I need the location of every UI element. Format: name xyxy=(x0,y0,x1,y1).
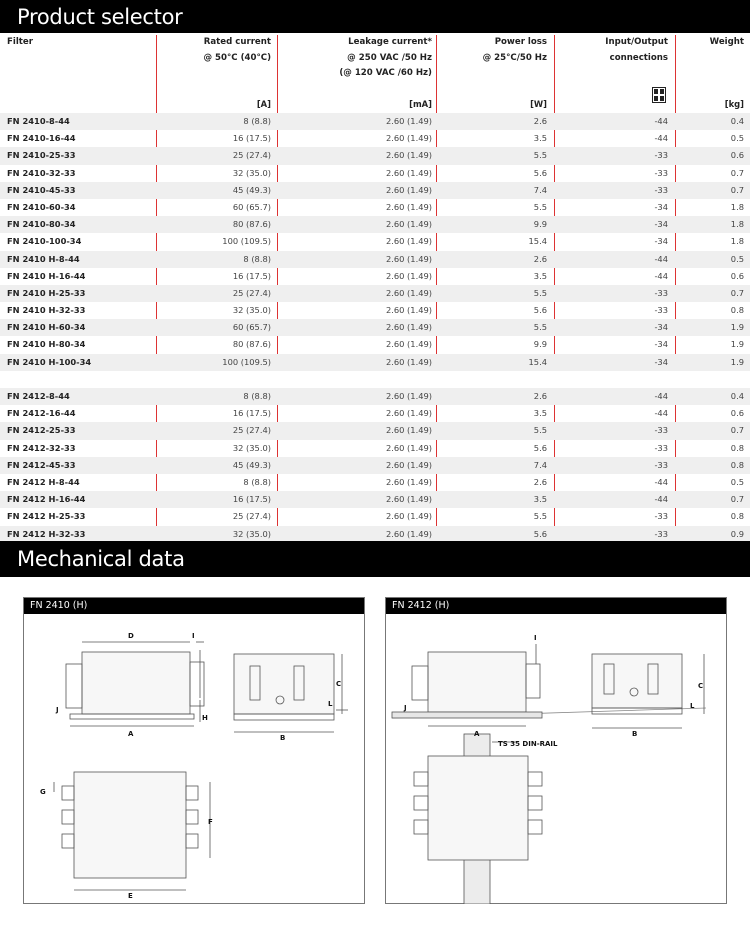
cell-weight: 0.8 xyxy=(730,305,744,316)
cell-io: -33 xyxy=(654,528,668,539)
cell-filter: FN 2410-16-44 xyxy=(7,133,76,144)
cell-filter: FN 2410-80-34 xyxy=(7,219,76,230)
header-filter: Filter xyxy=(7,37,33,47)
fn2410-drawing xyxy=(24,614,364,904)
cell-rated-current: 25 (27.4) xyxy=(232,425,271,436)
cell-io: -33 xyxy=(654,150,668,161)
cell-weight: 0.5 xyxy=(730,133,744,144)
cell-leakage: 2.60 (1.49) xyxy=(385,150,432,161)
cell-io: -33 xyxy=(654,167,668,178)
cell-rated-current: 16 (17.5) xyxy=(232,408,271,419)
cell-io: -33 xyxy=(654,184,668,195)
header-io-line1: Input/Output xyxy=(605,37,668,47)
cell-weight: 1.8 xyxy=(730,236,744,247)
cell-power-loss: 2.6 xyxy=(533,253,547,264)
cell-leakage: 2.60 (1.49) xyxy=(385,511,432,522)
cell-leakage: 2.60 (1.49) xyxy=(385,270,432,281)
table-body xyxy=(0,113,750,543)
cell-power-loss: 3.5 xyxy=(533,270,547,281)
cell-rated-current: 8 (8.8) xyxy=(243,116,271,126)
unit-power-loss: [W] xyxy=(530,99,547,109)
cell-filter: FN 2410-45-33 xyxy=(7,184,76,195)
cell-weight: 0.5 xyxy=(730,253,744,264)
cell-weight: 1.9 xyxy=(730,322,744,333)
cell-power-loss: 5.5 xyxy=(533,322,547,333)
cell-filter: FN 2410 H-25-33 xyxy=(7,287,86,298)
cell-weight: 0.4 xyxy=(730,116,744,126)
header-weight: Weight xyxy=(709,37,744,47)
cell-filter: FN 2412 H-25-33 xyxy=(7,511,86,522)
dim-label-j: J xyxy=(56,706,59,714)
cell-weight: 1.9 xyxy=(730,356,744,367)
cell-power-loss: 5.6 xyxy=(533,305,547,316)
table-row xyxy=(0,216,750,233)
unit-rated-current: [A] xyxy=(256,99,271,109)
cell-io: -44 xyxy=(654,391,668,401)
header-power-loss-line2: @ 25°C/50 Hz xyxy=(482,52,547,63)
cell-weight: 0.7 xyxy=(730,425,744,436)
dim-label-h: H xyxy=(202,714,208,722)
cell-leakage: 2.60 (1.49) xyxy=(385,476,432,487)
dim-label-g: G xyxy=(40,788,46,796)
dim-label-c: C xyxy=(698,682,704,690)
cell-leakage: 2.60 (1.49) xyxy=(385,339,432,350)
fn2412-drawing xyxy=(386,614,726,904)
product-selector-heading: Product selector xyxy=(0,0,750,33)
cell-power-loss: 3.5 xyxy=(533,408,547,419)
cell-rated-current: 80 (87.6) xyxy=(232,219,271,230)
header-rated-current-line1: Rated current xyxy=(203,37,271,47)
cell-rated-current: 80 (87.6) xyxy=(232,339,271,350)
cell-rated-current: 16 (17.5) xyxy=(232,494,271,505)
header-rated-current xyxy=(203,35,271,66)
cell-power-loss: 15.4 xyxy=(528,236,547,247)
cell-io: -34 xyxy=(654,339,668,350)
cell-rated-current: 8 (8.8) xyxy=(243,391,271,401)
cell-weight: 1.9 xyxy=(730,339,744,350)
cell-io: -44 xyxy=(654,253,668,264)
cell-filter: FN 2410 H-8-44 xyxy=(7,253,80,264)
cell-filter: FN 2410 H-16-44 xyxy=(7,270,86,281)
cell-rated-current: 32 (35.0) xyxy=(232,442,271,453)
cell-power-loss: 2.6 xyxy=(533,391,547,401)
cell-power-loss: 9.9 xyxy=(533,339,547,350)
table-row xyxy=(0,508,750,525)
cell-io: -44 xyxy=(654,133,668,144)
cell-power-loss: 5.5 xyxy=(533,201,547,212)
cell-leakage: 2.60 (1.49) xyxy=(385,356,432,367)
table-row xyxy=(0,491,750,508)
table-row xyxy=(0,113,750,130)
cell-io: -34 xyxy=(654,201,668,212)
panel-title: FN 2410 (H) xyxy=(24,598,364,614)
cell-power-loss: 5.5 xyxy=(533,150,547,161)
cell-leakage: 2.60 (1.49) xyxy=(385,133,432,144)
cell-io: -34 xyxy=(654,236,668,247)
cell-weight: 0.8 xyxy=(730,511,744,522)
cell-rated-current: 8 (8.8) xyxy=(243,476,271,487)
dim-label-c: C xyxy=(336,680,342,688)
cell-rated-current: 60 (65.7) xyxy=(232,322,271,333)
cell-rated-current: 25 (27.4) xyxy=(232,287,271,298)
header-power-loss-line1: Power loss xyxy=(494,37,547,47)
cell-weight: 0.7 xyxy=(730,184,744,195)
cell-io: -34 xyxy=(654,356,668,367)
cell-rated-current: 25 (27.4) xyxy=(232,511,271,522)
cell-weight: 1.8 xyxy=(730,201,744,212)
group-spacer xyxy=(0,371,750,388)
cell-io: -34 xyxy=(654,322,668,333)
cell-weight: 0.8 xyxy=(730,459,744,470)
cell-filter: FN 2412 H-8-44 xyxy=(7,476,80,487)
cell-io: -44 xyxy=(654,494,668,505)
cell-io: -33 xyxy=(654,305,668,316)
cell-filter: FN 2410 H-32-33 xyxy=(7,305,86,316)
cell-weight: 0.6 xyxy=(730,408,744,419)
cell-leakage: 2.60 (1.49) xyxy=(385,322,432,333)
cell-leakage: 2.60 (1.49) xyxy=(385,391,432,401)
cell-filter: FN 2410-60-34 xyxy=(7,201,76,212)
cell-leakage: 2.60 (1.49) xyxy=(385,459,432,470)
header-power-loss xyxy=(483,35,547,66)
cell-leakage: 2.60 (1.49) xyxy=(385,425,432,436)
cell-io: -33 xyxy=(654,511,668,522)
cell-leakage: 2.60 (1.49) xyxy=(385,219,432,230)
dim-label-a: A xyxy=(474,730,480,738)
table-row xyxy=(0,388,750,405)
cell-filter: FN 2410-32-33 xyxy=(7,167,76,178)
cell-power-loss: 5.5 xyxy=(533,425,547,436)
cell-weight: 0.4 xyxy=(730,391,744,401)
cell-filter: FN 2410 H-80-34 xyxy=(7,339,86,350)
cell-power-loss: 5.6 xyxy=(533,442,547,453)
cell-power-loss: 9.9 xyxy=(533,219,547,230)
cell-weight: 0.8 xyxy=(730,442,744,453)
cell-io: -33 xyxy=(654,425,668,436)
table-row xyxy=(0,233,750,250)
cell-weight: 0.5 xyxy=(730,476,744,487)
cell-weight: 0.7 xyxy=(730,494,744,505)
cell-io: -34 xyxy=(654,219,668,230)
cell-weight: 0.7 xyxy=(730,287,744,298)
dim-label-l: L xyxy=(328,700,333,708)
table-row xyxy=(0,165,750,182)
cell-leakage: 2.60 (1.49) xyxy=(385,253,432,264)
cell-power-loss: 2.6 xyxy=(533,476,547,487)
cell-leakage: 2.60 (1.49) xyxy=(385,116,432,126)
cell-rated-current: 25 (27.4) xyxy=(232,150,271,161)
cell-io: -44 xyxy=(654,116,668,126)
cell-leakage: 2.60 (1.49) xyxy=(385,528,432,539)
cell-filter: FN 2410 H-100-34 xyxy=(7,356,92,367)
cell-rated-current: 32 (35.0) xyxy=(232,305,271,316)
cell-power-loss: 3.5 xyxy=(533,494,547,505)
header-rated-current-line2: @ 50°C (40°C) xyxy=(203,52,271,63)
cell-io: -44 xyxy=(654,270,668,281)
panel-title: FN 2412 (H) xyxy=(386,598,726,614)
cell-rated-current: 16 (17.5) xyxy=(232,270,271,281)
terminal-block-icon xyxy=(652,87,666,103)
header-io-line2: connections xyxy=(609,52,668,63)
cell-leakage: 2.60 (1.49) xyxy=(385,408,432,419)
header-leakage-current xyxy=(339,35,432,82)
header-leakage-line2: @ 250 VAC /50 Hz xyxy=(347,52,432,63)
table-row xyxy=(0,182,750,199)
dim-label-j: J xyxy=(404,704,407,712)
cell-leakage: 2.60 (1.49) xyxy=(385,305,432,316)
cell-power-loss: 7.4 xyxy=(533,459,547,470)
cell-power-loss: 5.5 xyxy=(533,511,547,522)
cell-rated-current: 16 (17.5) xyxy=(232,133,271,144)
cell-weight: 0.7 xyxy=(730,167,744,178)
table-row xyxy=(0,199,750,216)
dim-label-f: F xyxy=(208,818,213,826)
cell-power-loss: 5.6 xyxy=(533,167,547,178)
table-row xyxy=(0,336,750,353)
table-row xyxy=(0,354,750,371)
cell-weight: 0.6 xyxy=(730,270,744,281)
dim-label-a: A xyxy=(128,730,134,738)
cell-rated-current: 45 (49.3) xyxy=(232,184,271,195)
cell-rated-current: 100 (109.5) xyxy=(222,236,271,247)
cell-io: -33 xyxy=(654,442,668,453)
cell-power-loss: 3.5 xyxy=(533,133,547,144)
table-row xyxy=(0,147,750,164)
dim-label-i: I xyxy=(534,634,537,642)
cell-weight: 0.9 xyxy=(730,528,744,539)
table-row xyxy=(0,285,750,302)
unit-leakage: [mA] xyxy=(409,99,432,109)
dim-label-i: I xyxy=(192,632,195,640)
cell-filter: FN 2412-8-44 xyxy=(7,391,70,401)
cell-filter: FN 2410 H-60-34 xyxy=(7,322,86,333)
dim-label-b: B xyxy=(280,734,286,742)
cell-power-loss: 5.5 xyxy=(533,287,547,298)
dim-label-b: B xyxy=(632,730,638,738)
table-row xyxy=(0,405,750,422)
cell-filter: FN 2412-25-33 xyxy=(7,425,76,436)
cell-leakage: 2.60 (1.49) xyxy=(385,442,432,453)
header-io-connections xyxy=(605,35,668,66)
din-rail-label: TS 35 DIN-RAIL xyxy=(498,740,558,748)
cell-weight: 1.8 xyxy=(730,219,744,230)
table-row xyxy=(0,474,750,491)
cell-io: -44 xyxy=(654,476,668,487)
cell-power-loss: 7.4 xyxy=(533,184,547,195)
dim-label-d: D xyxy=(128,632,134,640)
cell-rated-current: 8 (8.8) xyxy=(243,253,271,264)
table-row xyxy=(0,268,750,285)
cell-filter: FN 2412-32-33 xyxy=(7,442,76,453)
cell-rated-current: 60 (65.7) xyxy=(232,201,271,212)
cell-leakage: 2.60 (1.49) xyxy=(385,494,432,505)
cell-filter: FN 2412 H-32-33 xyxy=(7,528,86,539)
cell-weight: 0.6 xyxy=(730,150,744,161)
table-row xyxy=(0,251,750,268)
cell-io: -33 xyxy=(654,287,668,298)
cell-leakage: 2.60 (1.49) xyxy=(385,184,432,195)
cell-leakage: 2.60 (1.49) xyxy=(385,167,432,178)
header-leakage-line1: Leakage current* xyxy=(348,37,432,47)
drawing-panel-fn2410 xyxy=(23,597,365,904)
cell-leakage: 2.60 (1.49) xyxy=(385,236,432,247)
cell-filter: FN 2412-16-44 xyxy=(7,408,76,419)
cell-io: -44 xyxy=(654,408,668,419)
table-row xyxy=(0,457,750,474)
cell-power-loss: 2.6 xyxy=(533,116,547,126)
cell-rated-current: 32 (35.0) xyxy=(232,528,271,539)
cell-filter: FN 2410-8-44 xyxy=(7,116,70,126)
cell-leakage: 2.60 (1.49) xyxy=(385,287,432,298)
cell-rated-current: 32 (35.0) xyxy=(232,167,271,178)
unit-weight: [kg] xyxy=(724,99,744,109)
table-row xyxy=(0,302,750,319)
table-row xyxy=(0,130,750,147)
cell-filter: FN 2412 H-16-44 xyxy=(7,494,86,505)
cell-io: -33 xyxy=(654,459,668,470)
cell-leakage: 2.60 (1.49) xyxy=(385,201,432,212)
cell-power-loss: 5.6 xyxy=(533,528,547,539)
cell-filter: FN 2412-45-33 xyxy=(7,459,76,470)
cell-power-loss: 15.4 xyxy=(528,356,547,367)
cell-filter: FN 2410-100-34 xyxy=(7,236,82,247)
cell-rated-current: 100 (109.5) xyxy=(222,356,271,367)
table-row xyxy=(0,440,750,457)
table-row xyxy=(0,319,750,336)
table-row xyxy=(0,422,750,439)
dim-label-e: E xyxy=(128,892,133,900)
drawing-panel-fn2412 xyxy=(385,597,727,904)
header-leakage-line3: (@ 120 VAC /60 Hz) xyxy=(339,68,432,78)
dim-label-l: L xyxy=(690,702,695,710)
cell-rated-current: 45 (49.3) xyxy=(232,459,271,470)
cell-filter: FN 2410-25-33 xyxy=(7,150,76,161)
mechanical-data-heading: Mechanical data xyxy=(0,541,750,577)
